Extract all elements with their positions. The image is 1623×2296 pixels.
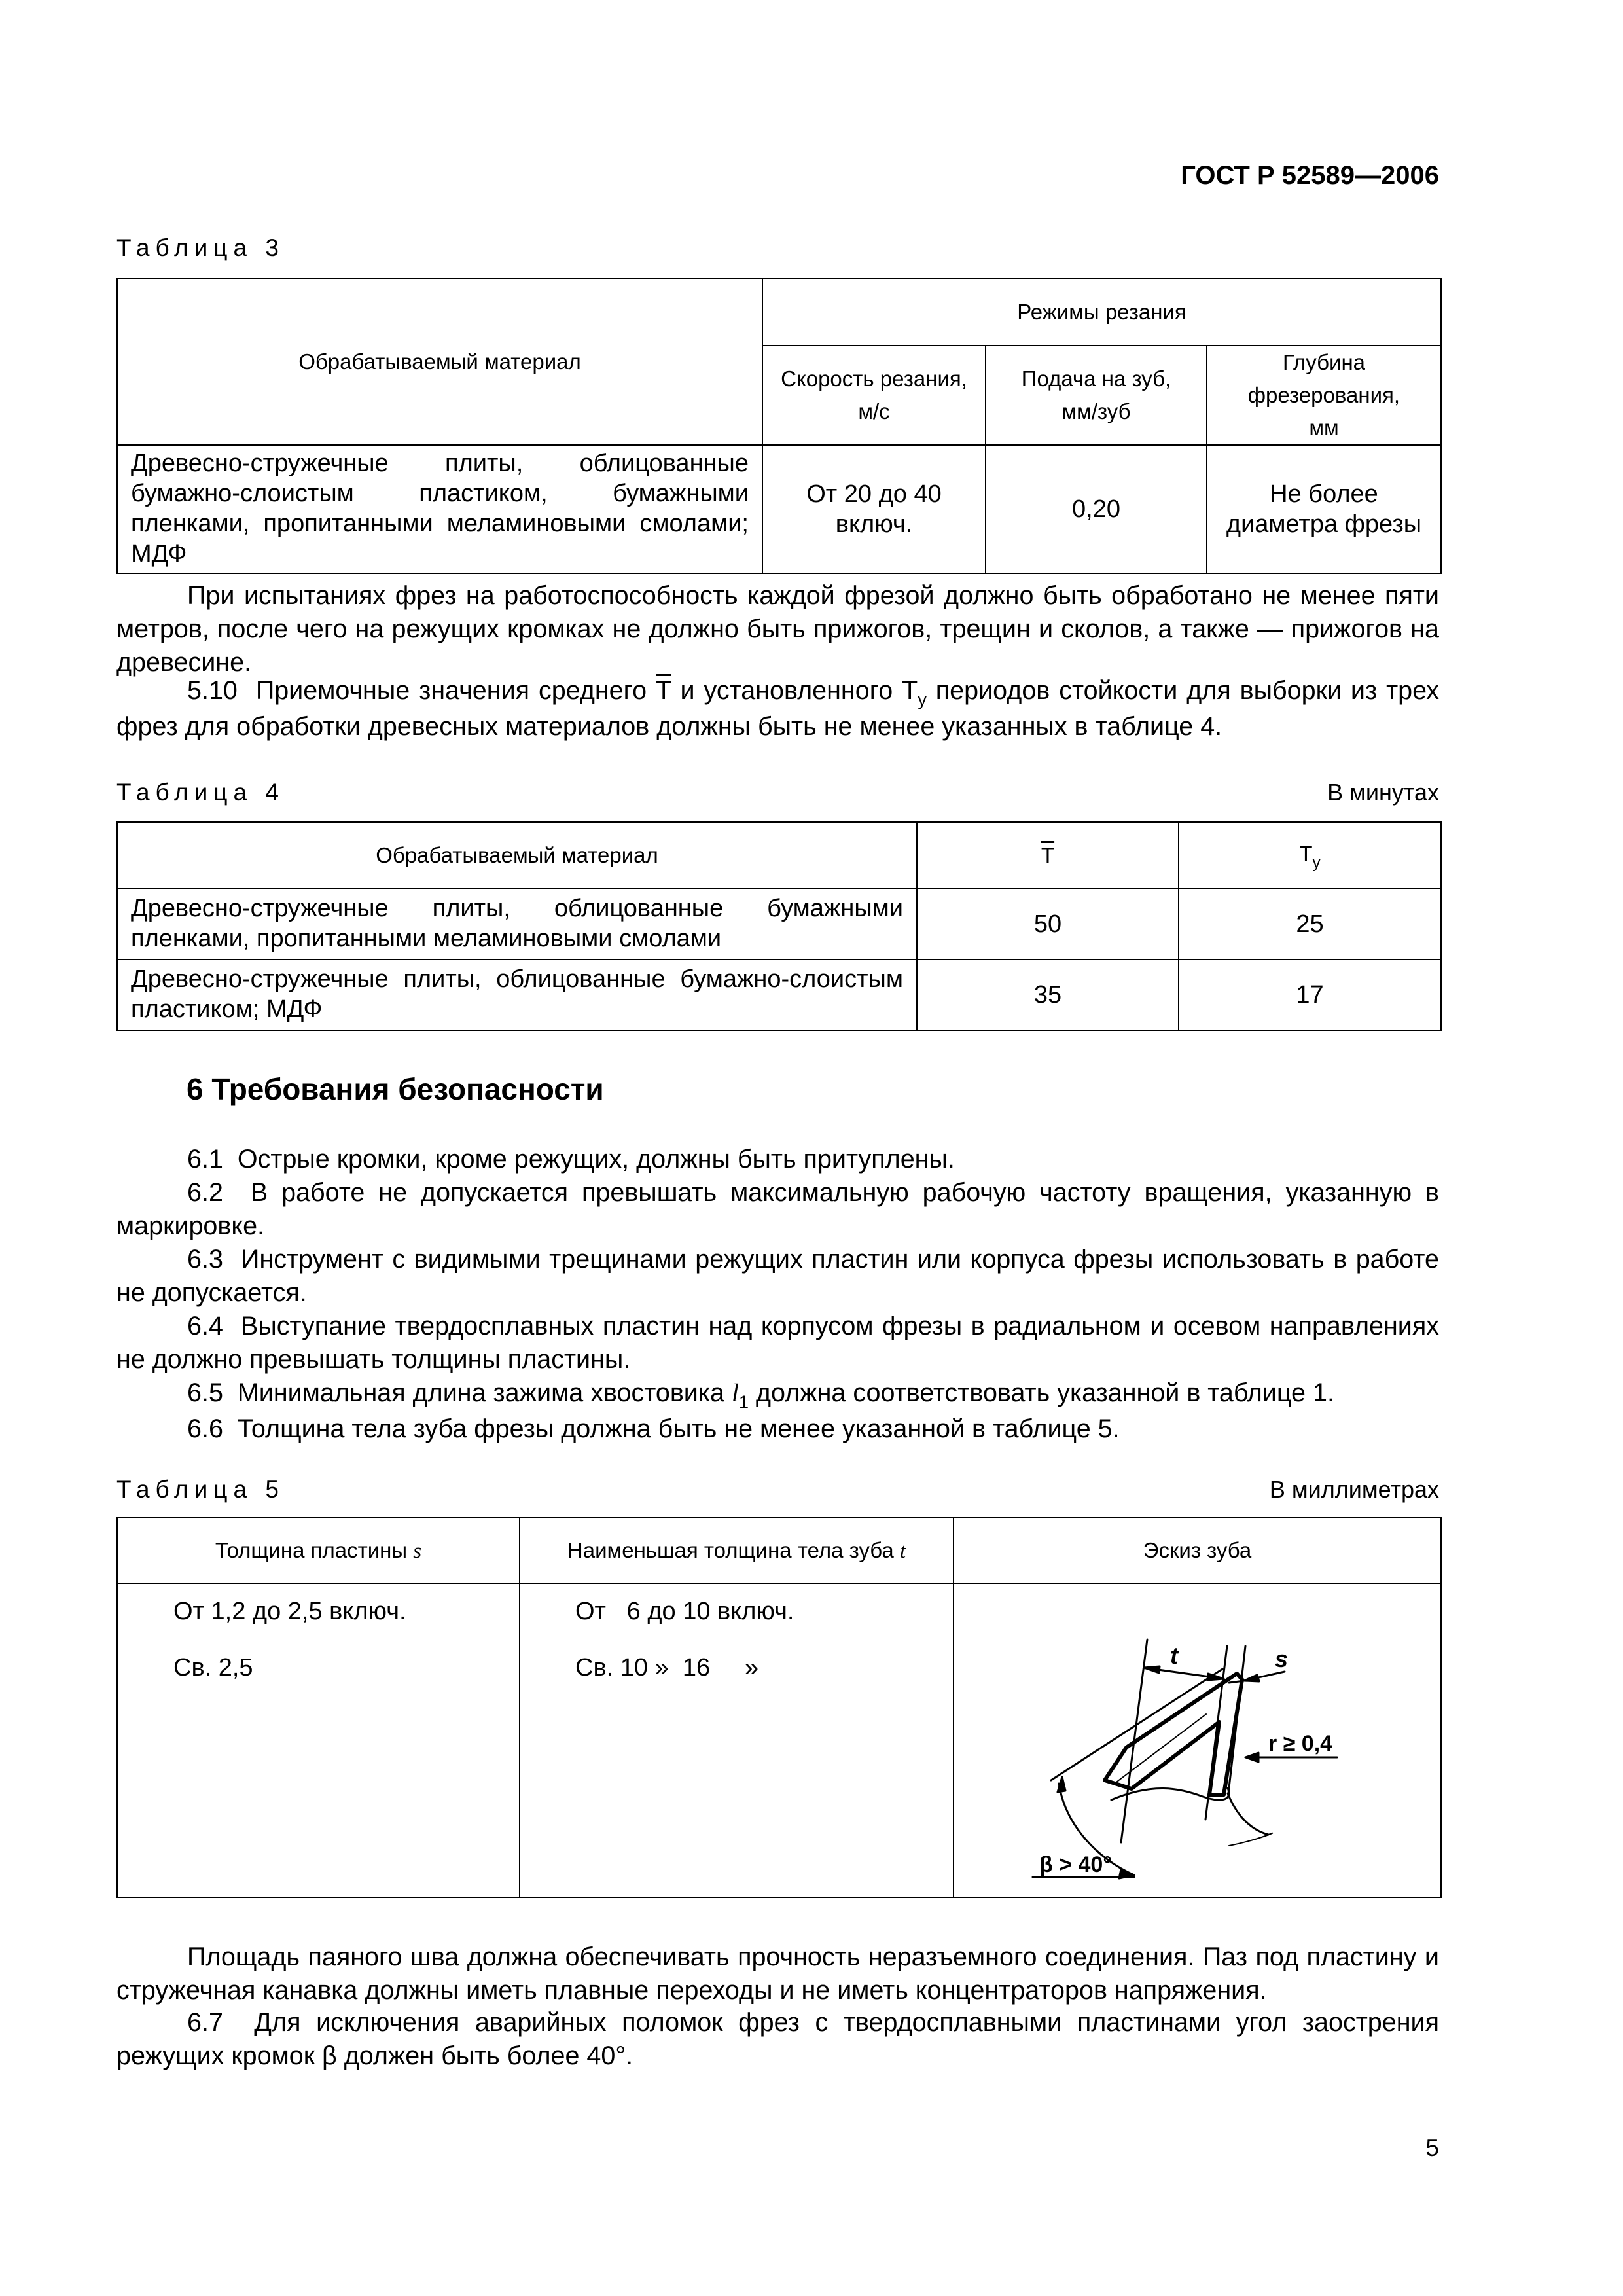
table3-header-feed: Подача на зуб, мм/зуб bbox=[986, 346, 1207, 445]
para-5-10-part1: Приемочные значения среднего bbox=[255, 676, 647, 705]
item-num: 6.6 bbox=[187, 1414, 223, 1443]
table4-row-t: 35 bbox=[917, 960, 1179, 1030]
table5-header-s-symbol: s bbox=[413, 1539, 422, 1563]
sketch-arrow bbox=[1245, 1753, 1258, 1762]
paragraph-testing-text: При испытаниях фрез на работоспособность каждой фрезой должно быть обработано не менее пяти метров, после чего на режущих кромках не должно быть прижогов, трещин и сколов, а также — прижогов на древесине. bbox=[116, 581, 1439, 677]
table5-header-s bbox=[117, 1518, 520, 1583]
table5-t-row: От 6 до 10 включ. bbox=[575, 1598, 794, 1625]
table3-row-material: Древесно-стружечные плиты, облицованные бумажно-слоистым пластиком, бумажными пленками, пропитанными меламиновыми смолами; МДФ bbox=[117, 445, 762, 573]
para-5-10-part3: периодов стойкости для выборки из трех фрез для обработки древесных материалов должны быть не менее указанных в таблице 4. bbox=[116, 676, 1439, 741]
item-text: Выступание твердосплавных пластин над корпусом фрезы в радиальном и осевом направлениях не должно превышать толщины пластины. bbox=[116, 1312, 1440, 1374]
para-5-10-num: 5.10 bbox=[187, 676, 238, 705]
section-6-items bbox=[116, 1143, 1439, 1446]
sketch-arrow bbox=[1244, 1675, 1259, 1681]
table3-header-depth: Глубина фрезерования, мм bbox=[1207, 346, 1441, 445]
item-text: должна соответствовать указанной в таблице 1. bbox=[755, 1378, 1334, 1407]
sketch-label-t: t bbox=[1170, 1642, 1178, 1669]
sketch-gullet-curve bbox=[1229, 1833, 1272, 1846]
item-6-2 bbox=[116, 1176, 1439, 1243]
sketch-label-s: s bbox=[1275, 1645, 1289, 1672]
table4-caption: Таблица 4 bbox=[116, 779, 285, 806]
item-num: 6.4 bbox=[187, 1312, 223, 1340]
table3-header-speed: Скорость резания, м/с bbox=[762, 346, 986, 445]
symbol-l1-sub: 1 bbox=[738, 1392, 749, 1412]
table5-s-row: От 1,2 до 2,5 включ. bbox=[173, 1598, 406, 1625]
table5-sketch-cell bbox=[954, 1583, 1441, 1897]
table4-header-t bbox=[917, 822, 1179, 889]
item-text: Острые кромки, кроме режущих, должны быть притуплены. bbox=[237, 1145, 955, 1174]
table3-row-feed: 0,20 bbox=[986, 445, 1207, 573]
table5-header-s-text: Толщина пластины bbox=[215, 1537, 408, 1562]
table5-s-row: Св. 2,5 bbox=[173, 1654, 253, 1681]
table4-unit: В минутах bbox=[1327, 779, 1439, 806]
table3-header-material: Обрабатываемый материал bbox=[117, 279, 762, 445]
paragraph-solder bbox=[116, 1941, 1439, 2007]
item-text: Минимальная длина зажима хвостовика bbox=[237, 1378, 724, 1407]
table3 bbox=[116, 278, 1442, 574]
table4 bbox=[116, 821, 1442, 1031]
table4-header-material: Обрабатываемый материал bbox=[117, 822, 917, 889]
sketch-label-beta: β > 40° bbox=[1039, 1852, 1112, 1877]
document-code: ГОСТ Р 52589—2006 bbox=[1181, 161, 1439, 190]
tooth-sketch bbox=[954, 1584, 1442, 1898]
symbol-ty-sub: y bbox=[918, 690, 927, 709]
table4-row-material: Древесно-стружечные плиты, облицованные бумажно-слоистым пластиком; МДФ bbox=[117, 960, 917, 1030]
paragraph-testing bbox=[116, 579, 1439, 679]
item-text: В работе не допускается превышать максимальную рабочую частоту вращения, указанную в маркировке. bbox=[116, 1178, 1440, 1240]
paragraph-6-7 bbox=[116, 2006, 1439, 2073]
symbol-l1-base: l bbox=[731, 1378, 739, 1407]
table3-header-group: Режимы резания bbox=[762, 279, 1441, 346]
item-6-1 bbox=[116, 1143, 1439, 1176]
paragraph-solder-text: Площадь паяного шва должна обеспечивать прочность неразъемного соединения. Паз под пластину и стружечная канавка должны иметь плавные переходы и не иметь концентраторов напряжения. bbox=[116, 1943, 1439, 2005]
item-6-6 bbox=[116, 1412, 1439, 1446]
item-text: Инструмент с видимыми трещинами режущих пластин или корпуса фрезы использовать в работе не допускается. bbox=[116, 1245, 1439, 1307]
item-num: 6.1 bbox=[187, 1145, 223, 1174]
item-num: 6.2 bbox=[187, 1178, 223, 1207]
symbol-t-mean: $\overline{T}$ bbox=[656, 676, 671, 705]
table3-caption: Таблица 3 bbox=[116, 234, 285, 261]
sketch-label-r: r ≥ 0,4 bbox=[1268, 1731, 1333, 1756]
page-number: 5 bbox=[1425, 2134, 1439, 2161]
item-num: 6.3 bbox=[187, 1245, 223, 1274]
item-text: Для исключения аварийных поломок фрез с твердосплавными пластинами угол заострения режущих кромок β должен быть более 40°. bbox=[116, 2008, 1440, 2070]
table5-unit: В миллиметрах bbox=[1269, 1476, 1439, 1503]
item-6-4 bbox=[116, 1310, 1439, 1376]
sketch-gullet-curve bbox=[1228, 1793, 1268, 1835]
paragraph-5-10 bbox=[116, 674, 1439, 744]
item-6-3 bbox=[116, 1243, 1439, 1310]
table5-t-row: Св. 10 » 16 » bbox=[575, 1654, 759, 1681]
symbol-ty-base: T bbox=[902, 676, 918, 705]
para-5-10-part2: и установленного bbox=[680, 676, 893, 705]
table4-row-ty: 17 bbox=[1179, 960, 1441, 1030]
table4-header-ty-sub: y bbox=[1312, 854, 1321, 872]
table5 bbox=[116, 1517, 1442, 1898]
table4-header-t-symbol: $\overline{T}$ bbox=[1041, 843, 1055, 867]
table5-header-sketch: Эскиз зуба bbox=[954, 1518, 1441, 1583]
table5-header-t-text: Наименьшая толщина тела зуба bbox=[567, 1537, 894, 1562]
table4-row-material: Древесно-стружечные плиты, облицованные бумажными пленками, пропитанными меламиновыми смолами bbox=[117, 889, 917, 960]
item-6-5 bbox=[116, 1376, 1439, 1412]
table5-header-t-symbol: t bbox=[899, 1539, 906, 1563]
table4-header-ty-base: T bbox=[1299, 842, 1313, 866]
sketch-extension-line bbox=[1051, 1669, 1222, 1780]
table3-row-depth: Не более диаметра фрезы bbox=[1207, 445, 1441, 573]
table5-col-t bbox=[520, 1583, 954, 1897]
item-text: Толщина тела зуба фрезы должна быть не менее указанной в таблице 5. bbox=[237, 1414, 1120, 1443]
table3-row-speed: От 20 до 40 включ. bbox=[762, 445, 986, 573]
table4-row-ty: 25 bbox=[1179, 889, 1441, 960]
symbol-ty bbox=[902, 676, 927, 709]
item-num: 6.7 bbox=[187, 2008, 223, 2037]
table5-header-t bbox=[520, 1518, 954, 1583]
table5-col-s bbox=[117, 1583, 520, 1897]
section-6-heading: 6 Требования безопасности bbox=[187, 1072, 604, 1106]
sketch-arrow bbox=[1144, 1666, 1160, 1673]
table4-row-t: 50 bbox=[917, 889, 1179, 960]
table4-header-ty bbox=[1179, 822, 1441, 889]
item-num: 6.5 bbox=[187, 1378, 223, 1407]
table5-caption: Таблица 5 bbox=[116, 1476, 285, 1503]
